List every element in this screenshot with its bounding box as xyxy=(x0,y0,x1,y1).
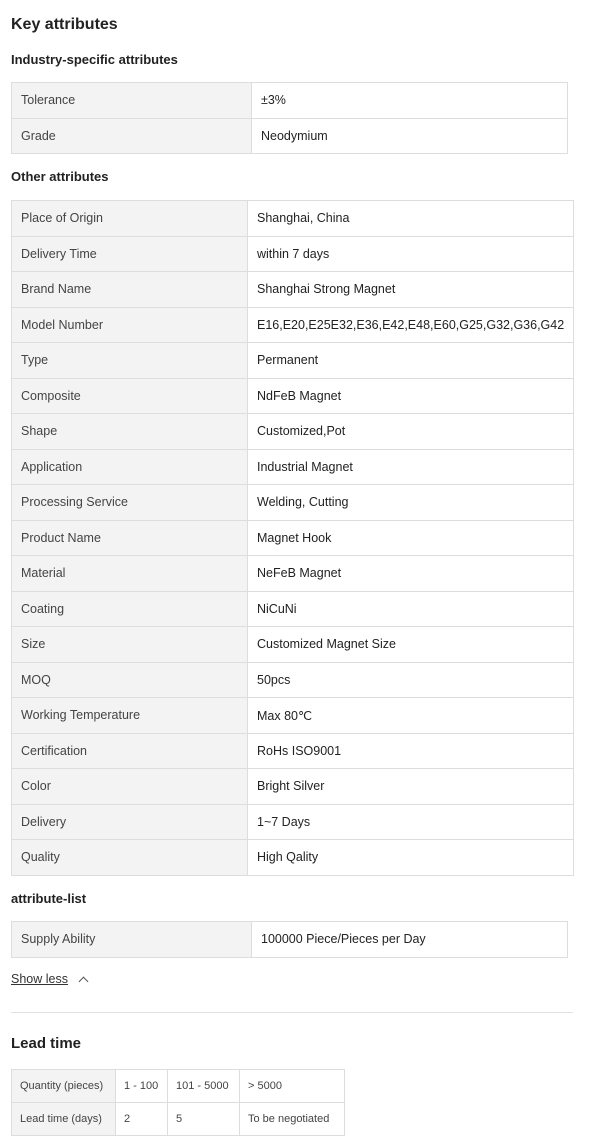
table-row xyxy=(12,83,568,119)
other-attributes-title: Other attributes xyxy=(11,169,109,184)
quantity-cell: 101 - 5000 xyxy=(168,1070,240,1103)
attribute-value: NeFeB Magnet xyxy=(248,556,574,592)
lead-time-cell: 2 xyxy=(116,1103,168,1136)
show-less-label[interactable]: Show less xyxy=(11,972,68,986)
attribute-key: Processing Service xyxy=(12,485,248,521)
industry-attributes-title: Industry-specific attributes xyxy=(11,52,178,67)
attribute-value: Bright Silver xyxy=(248,769,574,805)
attribute-key: Supply Ability xyxy=(12,922,252,958)
table-row xyxy=(12,733,574,769)
attribute-key: Product Name xyxy=(12,520,248,556)
table-row xyxy=(12,307,574,343)
attribute-value: Customized Magnet Size xyxy=(248,627,574,663)
table-row xyxy=(12,378,574,414)
attribute-value: Shanghai, China xyxy=(248,201,574,237)
table-row xyxy=(12,662,574,698)
attribute-value: Max 80℃ xyxy=(248,698,574,734)
quantity-cell: 1 - 100 xyxy=(116,1070,168,1103)
table-row xyxy=(12,272,574,308)
attribute-key: Working Temperature xyxy=(12,698,248,734)
attribute-list-table xyxy=(11,921,568,958)
page-title: Key attributes xyxy=(11,16,118,33)
table-row xyxy=(12,698,574,734)
table-row xyxy=(12,840,574,876)
attribute-value: Customized,Pot xyxy=(248,414,574,450)
table-row xyxy=(12,343,574,379)
attribute-key: Delivery Time xyxy=(12,236,248,272)
attribute-value: 100000 Piece/Pieces per Day xyxy=(252,922,568,958)
attribute-key: Application xyxy=(12,449,248,485)
lead-time-table xyxy=(11,1069,345,1136)
attribute-key: Brand Name xyxy=(12,272,248,308)
chevron-up-icon[interactable] xyxy=(79,977,89,987)
attribute-key: Model Number xyxy=(12,307,248,343)
table-row xyxy=(12,520,574,556)
attribute-key: MOQ xyxy=(12,662,248,698)
attribute-value: Shanghai Strong Magnet xyxy=(248,272,574,308)
attribute-key: Color xyxy=(12,769,248,805)
quantity-label: Quantity (pieces) xyxy=(12,1070,116,1103)
table-row xyxy=(12,1103,345,1136)
attribute-value: Magnet Hook xyxy=(248,520,574,556)
attribute-value: NiCuNi xyxy=(248,591,574,627)
lead-time-label: Lead time (days) xyxy=(12,1103,116,1136)
table-row xyxy=(12,118,568,154)
attribute-value: 50pcs xyxy=(248,662,574,698)
attribute-key: Tolerance xyxy=(12,83,252,119)
section-divider xyxy=(11,1012,573,1013)
attribute-key: Quality xyxy=(12,840,248,876)
attribute-value: High Qality xyxy=(248,840,574,876)
attribute-key: Grade xyxy=(12,118,252,154)
attribute-list-title: attribute-list xyxy=(11,891,87,906)
table-row xyxy=(12,804,574,840)
attribute-key: Coating xyxy=(12,591,248,627)
attribute-value: Neodymium xyxy=(252,118,568,154)
quantity-cell: > 5000 xyxy=(240,1070,345,1103)
attribute-value: ±3% xyxy=(252,83,568,119)
attribute-key: Delivery xyxy=(12,804,248,840)
attribute-key: Material xyxy=(12,556,248,592)
table-row xyxy=(12,485,574,521)
attribute-value: Permanent xyxy=(248,343,574,379)
table-row xyxy=(12,922,568,958)
table-row xyxy=(12,556,574,592)
lead-time-cell: To be negotiated xyxy=(240,1103,345,1136)
table-row xyxy=(12,591,574,627)
attribute-value: within 7 days xyxy=(248,236,574,272)
lead-time-title: Lead time xyxy=(11,1035,82,1052)
lead-time-cell: 5 xyxy=(168,1103,240,1136)
table-row xyxy=(12,449,574,485)
table-row xyxy=(12,236,574,272)
attribute-value: RoHs ISO9001 xyxy=(248,733,574,769)
attribute-value: Welding, Cutting xyxy=(248,485,574,521)
table-row xyxy=(12,201,574,237)
attribute-key: Place of Origin xyxy=(12,201,248,237)
attribute-key: Size xyxy=(12,627,248,663)
attribute-key: Type xyxy=(12,343,248,379)
attribute-value: Industrial Magnet xyxy=(248,449,574,485)
attribute-key: Shape xyxy=(12,414,248,450)
other-attributes-table xyxy=(11,200,574,876)
attribute-key: Certification xyxy=(12,733,248,769)
table-row xyxy=(12,414,574,450)
show-less-button[interactable] xyxy=(11,972,87,986)
table-row xyxy=(12,1070,345,1103)
attribute-value: 1~7 Days xyxy=(248,804,574,840)
attribute-value: NdFeB Magnet xyxy=(248,378,574,414)
attribute-value: E16,E20,E25E32,E36,E42,E48,E60,G25,G32,G36,G42 xyxy=(248,307,574,343)
industry-attributes-table xyxy=(11,82,568,154)
attribute-key: Composite xyxy=(12,378,248,414)
table-row xyxy=(12,627,574,663)
table-row xyxy=(12,769,574,805)
